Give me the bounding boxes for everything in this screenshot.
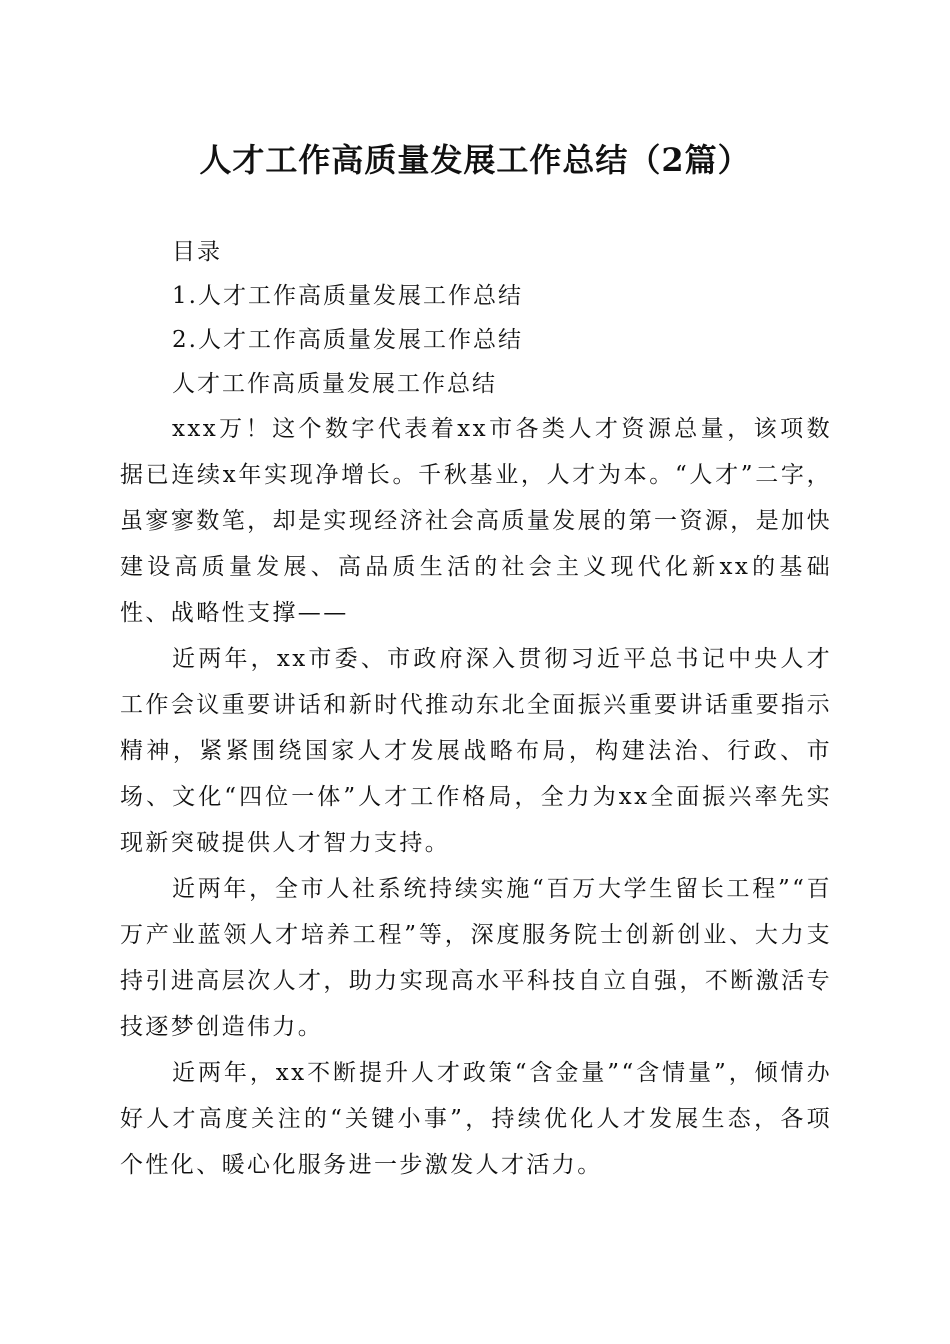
toc-heading: 目录 — [172, 239, 222, 265]
document-body — [120, 230, 832, 1188]
body-paragraph: 近两年，xx不断提升人才政策“含金量”“含情量”，倾情办好人才高度关注的“关键小事”，持续优化人才发展生态，各项个性化、暖心化服务进一步激发人才活力。 — [120, 1060, 832, 1178]
body-paragraph: xxx万！这个数字代表着xx市各类人才资源总量，该项数据已连续x年实现净增长。千秋基业，人才为本。“人才”二字，虽寥寥数笔，却是实现经济社会高质量发展的第一资源，是加快建设高质量发展、高品质生活的社会主义现代化新xx的基础性、战略性支撑—— — [120, 416, 832, 626]
section-heading: 人才工作高质量发展工作总结 — [172, 371, 497, 397]
document-title: 人才工作高质量发展工作总结（2篇） — [199, 141, 751, 179]
body-paragraph: 近两年，xx市委、市政府深入贯彻习近平总书记中央人才工作会议重要讲话和新时代推动东北全面振兴重要讲话重要指示精神，紧紧围绕国家人才发展战略布局，构建法治、行政、市场、文化“四位一体”人才工作格局，全力为xx全面振兴率先实现新突破提供人才智力支持。 — [120, 646, 832, 856]
body-paragraph: 近两年，全市人社系统持续实施“百万大学生留长工程”“百万产业蓝领人才培养工程”等，深度服务院士创新创业、大力支持引进高层次人才，助力实现高水平科技自立自强，不断激活专技逐梦创造伟力。 — [120, 876, 832, 1040]
toc-item: 1.人才工作高质量发展工作总结 — [172, 283, 523, 309]
toc-item: 2.人才工作高质量发展工作总结 — [172, 327, 523, 353]
